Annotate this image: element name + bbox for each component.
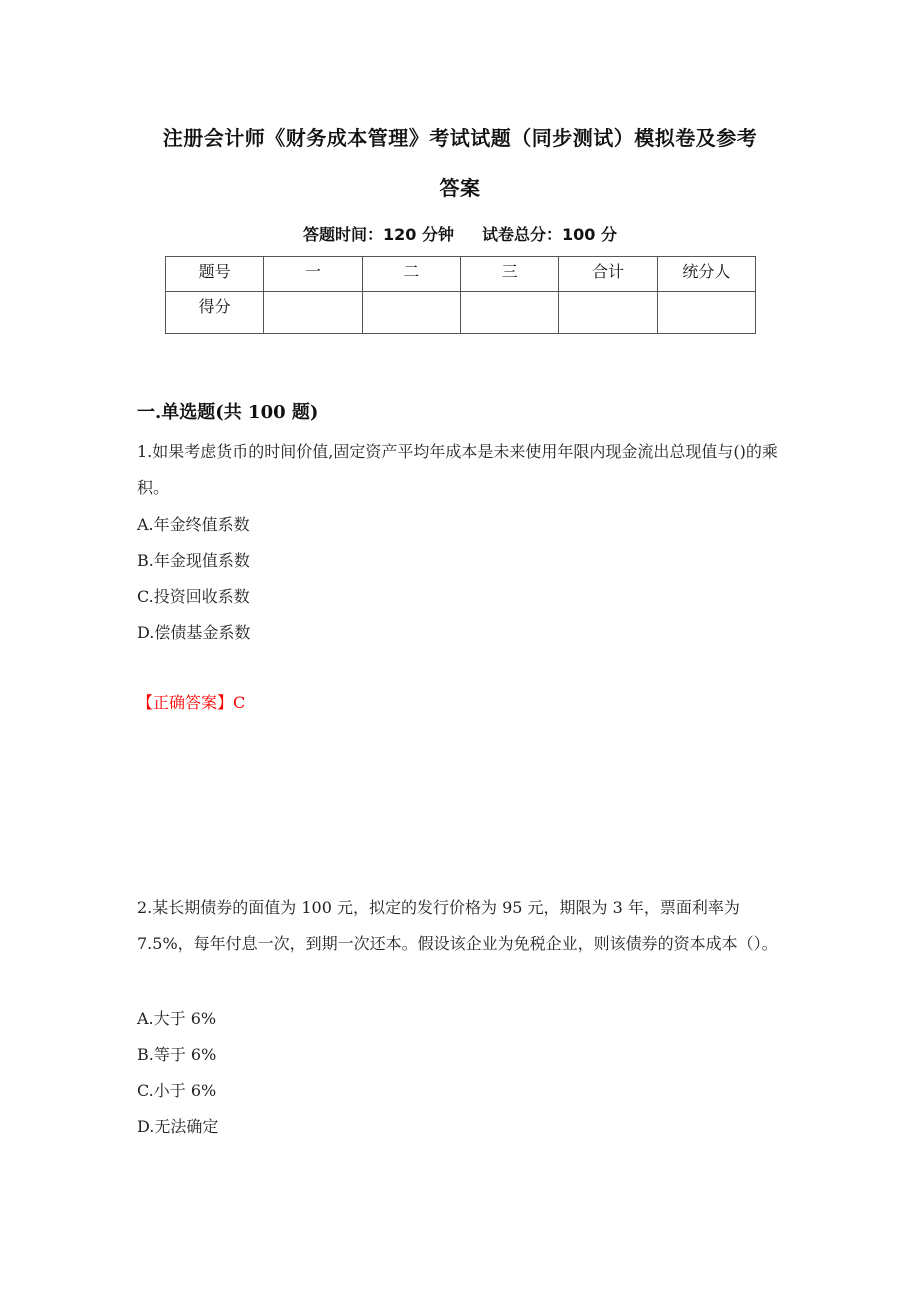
question-2-option-a: A.大于 6% [137, 1009, 217, 1028]
score-table-cell [362, 292, 460, 334]
question-1-option-a: A.年金终值系数 [137, 515, 250, 534]
score-table-cell [264, 292, 362, 334]
score-table-header-cell: 三 [460, 257, 558, 292]
score-table-header-cell: 合计 [559, 257, 657, 292]
score-table-cell [559, 292, 657, 334]
score-table-header-row [166, 257, 756, 292]
score-table-header-cell: 二 [362, 257, 460, 292]
score-table-row-label: 得分 [166, 292, 264, 334]
score-table-cell [460, 292, 558, 334]
question-2-option-d: D.无法确定 [137, 1117, 219, 1136]
question-2-option-c: C.小于 6% [137, 1081, 217, 1100]
document-title-continued: 答案 [439, 176, 481, 200]
question-1-option-b: B.年金现值系数 [137, 551, 250, 570]
score-table-score-row [166, 292, 756, 334]
exam-meta [120, 222, 800, 245]
score-table [165, 256, 756, 334]
score-table-header-cell: 一 [264, 257, 362, 292]
question-1-option-c: C.投资回收系数 [137, 587, 250, 606]
exam-total-score: 试卷总分：100 分 [482, 225, 617, 244]
section-title: 一.单选题(共 100 题) [137, 402, 319, 423]
question-1-answer: 【正确答案】C [137, 693, 246, 712]
exam-time: 答题时间：120 分钟 [303, 225, 454, 244]
question-2-option-b: B.等于 6% [137, 1045, 217, 1064]
question-1-option-d: D.偿债基金系数 [137, 623, 251, 642]
score-table-cell [657, 292, 755, 334]
document-title: 注册会计师《财务成本管理》考试试题（同步测试）模拟卷及参考 [162, 126, 758, 150]
score-table-header-cell: 统分人 [657, 257, 755, 292]
score-table-header-cell: 题号 [166, 257, 264, 292]
question-2-text: 2.某长期债券的面值为 100 元，拟定的发行价格为 95 元，期限为 3 年，票面利率为 7.5%，每年付息一次，到期一次还本。假设该企业为免税企业，则该债券的资本成本（）。 [137, 898, 778, 953]
question-1-text: 1.如果考虑货币的时间价值,固定资产平均年成本是未来使用年限内现金流出总现值与()的乘积。 [137, 442, 778, 497]
